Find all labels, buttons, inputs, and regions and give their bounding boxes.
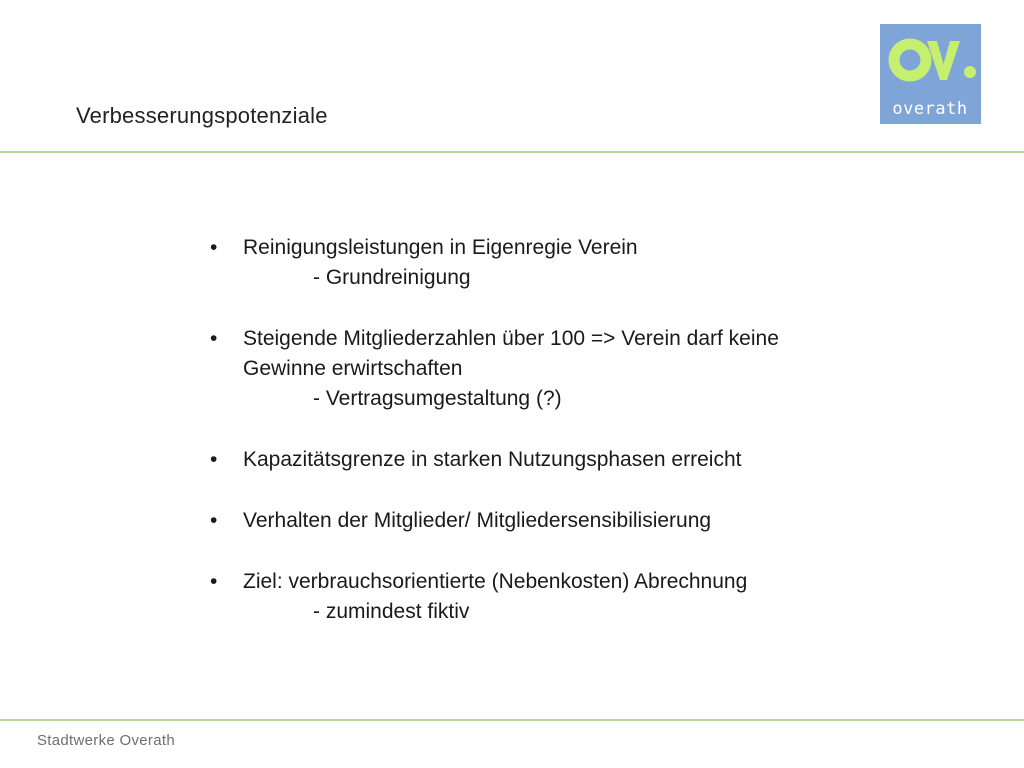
overath-wordmark: overath: [892, 99, 968, 119]
bullet-list: [210, 233, 970, 658]
bullet-subtext: - zumindest fiktiv: [313, 600, 470, 623]
bullet-marker: •: [210, 570, 218, 593]
bullet-item-capacity: [210, 445, 970, 475]
bullet-item-members: [210, 324, 970, 414]
footer-text: Stadtwerke Overath: [37, 732, 175, 749]
bullet-item-goal: [210, 567, 970, 627]
footer-divider: [0, 719, 1024, 721]
bullet-text: Verhalten der Mitglieder/ Mitgliedersensibilisierung: [243, 509, 712, 532]
header-divider: [0, 151, 1024, 153]
bullet-text: Steigende Mitgliederzahlen über 100 => Verein darf keine: [243, 327, 779, 350]
bullet-marker: •: [210, 236, 218, 259]
page-title: Verbesserungspotenziale: [76, 103, 328, 128]
overath-logo-mark: [894, 41, 976, 80]
bullet-text: Ziel: verbrauchsorientierte (Nebenkosten) Abrechnung: [243, 570, 748, 593]
bullet-subtext: - Grundreinigung: [313, 266, 471, 289]
bullet-item-behaviour: [210, 506, 970, 536]
bullet-text: Reinigungsleistungen in Eigenregie Verein: [243, 236, 638, 259]
bullet-marker: •: [210, 327, 218, 350]
bullet-item-cleaning: [210, 233, 970, 293]
bullet-marker: •: [210, 509, 218, 532]
bullet-marker: •: [210, 448, 218, 471]
bullet-text: Kapazitätsgrenze in starken Nutzungsphasen erreicht: [243, 448, 742, 471]
overath-logo: [880, 24, 981, 124]
bullet-text-continued: Gewinne erwirtschaften: [243, 357, 463, 380]
bullet-subtext: - Vertragsumgestaltung (?): [313, 387, 562, 410]
